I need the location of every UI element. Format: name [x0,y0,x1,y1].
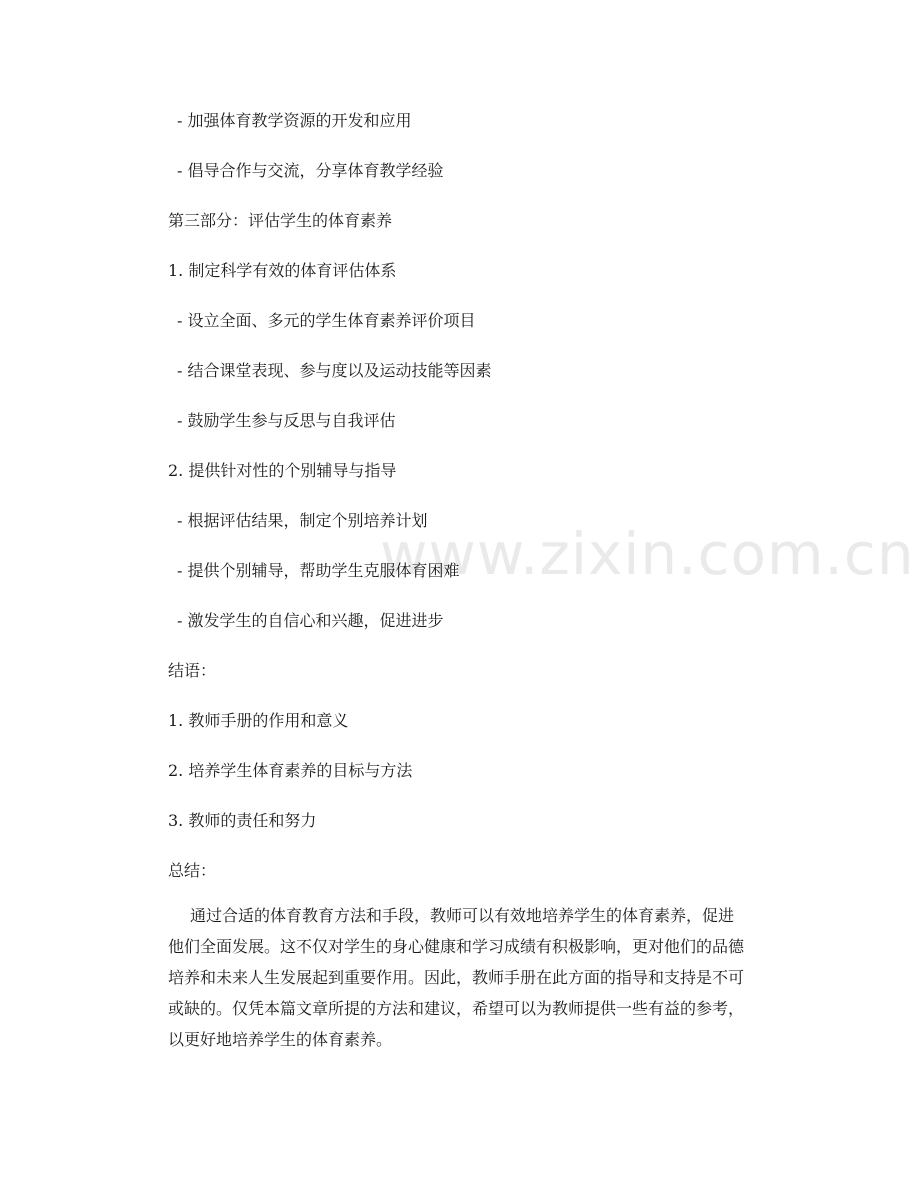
bullet-item: - 鼓励学生参与反思与自我评估 [177,411,396,430]
numbered-item: 1. 制定科学有效的体育评估体系 [168,261,397,280]
summary-paragraph [168,900,752,1055]
summary-line: 培养和未来人生发展起到重要作用。因此，教师手册在此方面的指导和支持是不可 [168,968,745,987]
summary-line: 以更好地培养学生的体育素养。 [168,1030,393,1049]
bullet-item: - 结合课堂表现、参与度以及运动技能等因素 [177,361,492,380]
bullet-item: - 加强体育教学资源的开发和应用 [177,111,412,130]
bullet-item: - 设立全面、多元的学生体育素养评价项目 [177,311,476,330]
numbered-item: 3. 教师的责任和努力 [168,811,317,830]
summary-line: 或缺的。仅凭本篇文章所提的方法和建议，希望可以为教师提供一些有益的参考， [168,999,745,1018]
numbered-item: 2. 提供针对性的个别辅导与指导 [168,461,397,480]
numbered-item: 2. 培养学生体育素养的目标与方法 [168,761,413,780]
bullet-item: - 激发学生的自信心和兴趣，促进进步 [177,611,444,630]
bullet-item: - 根据评估结果，制定个别培养计划 [177,511,428,530]
section-heading: 总结： [168,861,217,880]
watermark: www.zixin.com.cn [380,520,915,588]
summary-line: 他们全面发展。这不仅对学生的身心健康和学习成绩有积极影响，更对他们的品德 [168,937,745,956]
section-heading: 结语： [168,661,217,680]
summary-line: 通过合适的体育教育方法和手段，教师可以有效地培养学生的体育素养，促进 [190,906,735,925]
bullet-item: - 倡导合作与交流，分享体育教学经验 [177,161,444,180]
section-heading: 第三部分：评估学生的体育素养 [168,211,393,230]
bullet-item: - 提供个别辅导，帮助学生克服体育困难 [177,561,460,580]
numbered-item: 1. 教师手册的作用和意义 [168,711,349,730]
